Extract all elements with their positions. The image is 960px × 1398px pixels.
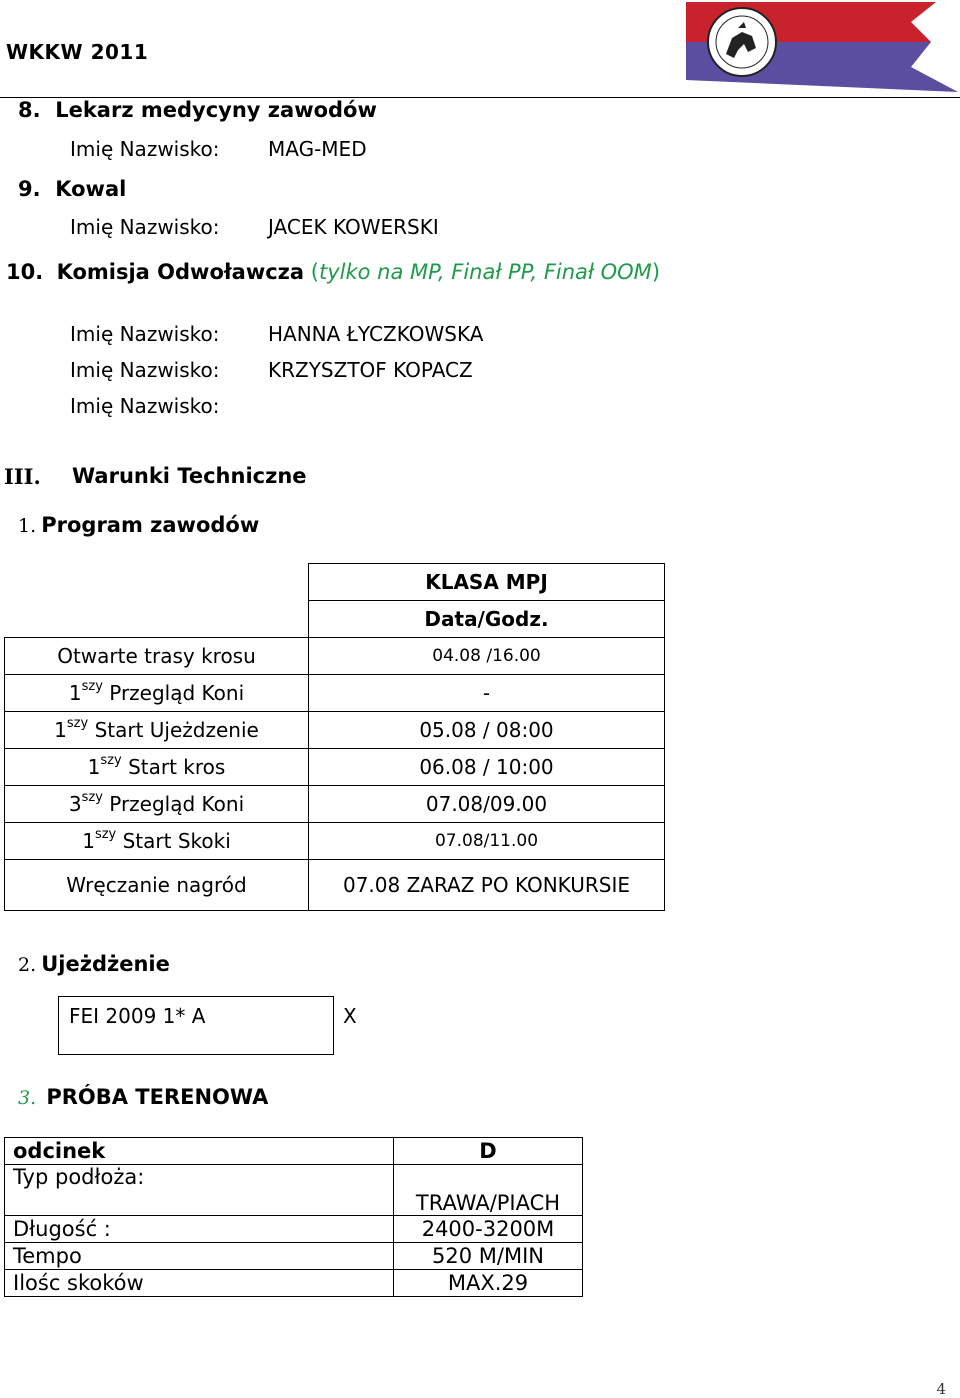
page-number: 4 xyxy=(936,1380,946,1398)
program-heading: 1. Program zawodów xyxy=(18,513,260,537)
program-row-label: Otwarte trasy krosu xyxy=(5,637,309,674)
item-9-heading: 9. Kowal xyxy=(18,177,127,201)
federation-flag-logo xyxy=(686,2,958,94)
item-10-value-2: KRZYSZTOF KOPACZ xyxy=(268,358,473,382)
cross-row-value: 2400-3200M xyxy=(394,1216,583,1243)
program-table xyxy=(4,563,665,911)
item-10-heading: 10. Komisja Odwoławcza (tylko na MP, Finał PP, Finał OOM) xyxy=(6,260,661,284)
item-8-heading: 8. Lekarz medycyny zawodów xyxy=(18,98,377,122)
dressage-test-box xyxy=(58,996,334,1055)
class-header: KLASA MPJ xyxy=(309,564,665,601)
dressage-mark: X xyxy=(343,1004,357,1028)
cross-heading: 3. PRÓBA TERENOWA xyxy=(18,1085,269,1109)
cross-row-value: 520 M/MIN xyxy=(394,1243,583,1270)
item-10-label-2: Imię Nazwisko: xyxy=(70,358,220,382)
cross-row-value: TRAWA/PIACH xyxy=(394,1165,583,1216)
item-8-value: MAG-MED xyxy=(268,137,367,161)
program-row-value: 07.08/11.00 xyxy=(309,822,665,859)
program-row-label: $3^{szy}$ Przegląd Koni xyxy=(5,785,309,822)
program-row-label: Wręczanie nagród xyxy=(5,859,309,910)
cross-row-label: Typ podłoża: xyxy=(5,1165,394,1216)
program-row-value: 06.08 / 10:00 xyxy=(309,748,665,785)
program-row-label: $1^{szy}$ Start Ujeżdzenie xyxy=(5,711,309,748)
date-header: Data/Godz. xyxy=(309,601,665,638)
section-3-title: Warunki Techniczne xyxy=(72,464,307,488)
cross-header-label: odcinek xyxy=(5,1138,394,1165)
dressage-heading: 2. Ujeżdżenie xyxy=(18,952,170,976)
cross-row-label: Długość : xyxy=(5,1216,394,1243)
section-3-number: III. xyxy=(4,464,41,489)
program-row-label: $1^{szy}$ Przegląd Koni xyxy=(5,674,309,711)
program-row-value: 07.08/09.00 xyxy=(309,785,665,822)
item-10-value-1: HANNA ŁYCZKOWSKA xyxy=(268,322,484,346)
cross-table xyxy=(4,1137,583,1297)
program-row-label: $1^{szy}$ Start Skoki xyxy=(5,822,309,859)
dressage-test: FEI 2009 1* A xyxy=(69,1004,206,1028)
item-8-label: Imię Nazwisko: xyxy=(70,137,220,161)
cross-header-value: D xyxy=(394,1138,583,1165)
cross-row-label: Ilośc skoków xyxy=(5,1270,394,1297)
program-row-value: 05.08 / 08:00 xyxy=(309,711,665,748)
document-header-title: WKKW 2011 xyxy=(6,40,149,64)
cross-row-value: MAX.29 xyxy=(394,1270,583,1297)
program-row-label: $1^{szy}$ Start kros xyxy=(5,748,309,785)
item-10-label-1: Imię Nazwisko: xyxy=(70,322,220,346)
item-9-label: Imię Nazwisko: xyxy=(70,215,220,239)
item-10-label-3: Imię Nazwisko: xyxy=(70,394,220,418)
program-row-value: 07.08 ZARAZ PO KONKURSIE xyxy=(309,859,665,910)
cross-row-label: Tempo xyxy=(5,1243,394,1270)
item-9-value: JACEK KOWERSKI xyxy=(268,215,439,239)
program-row-value: 04.08 /16.00 xyxy=(309,637,665,674)
program-row-value: - xyxy=(309,674,665,711)
